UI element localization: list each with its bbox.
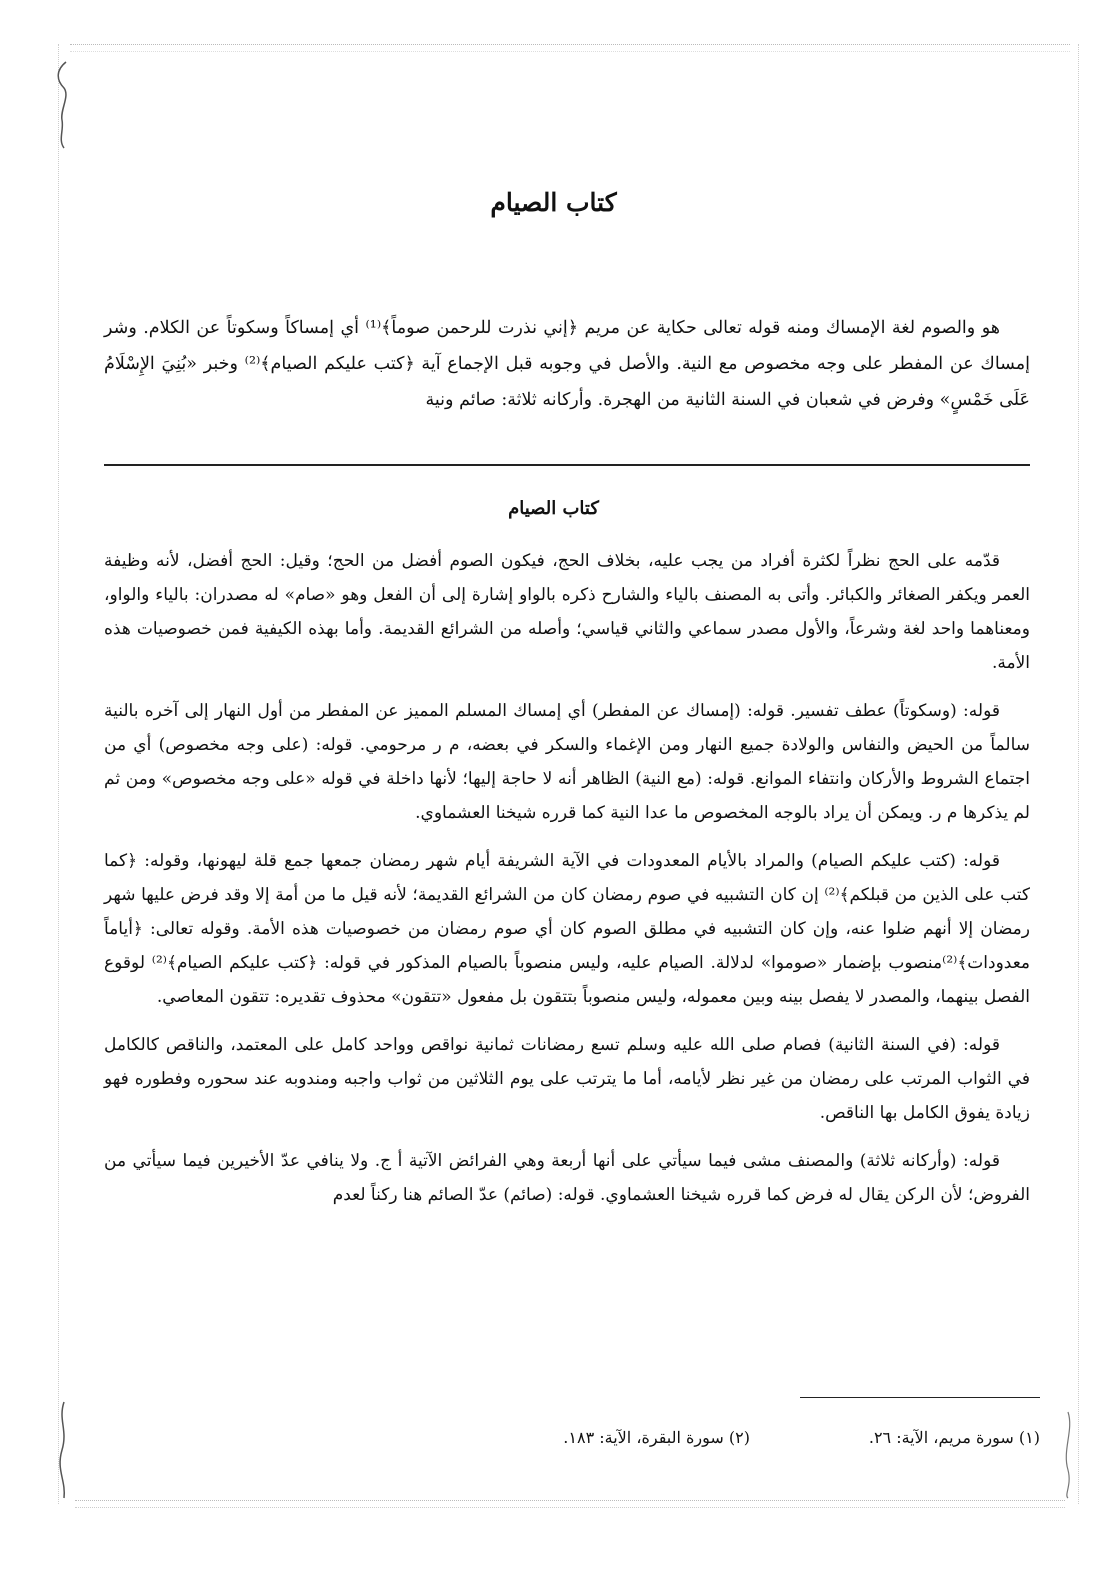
scroll-ornament-icon	[1060, 1410, 1076, 1500]
commentary-title: كتاب الصيام	[508, 498, 599, 519]
scroll-ornament-icon	[54, 60, 74, 150]
footnote-divider	[800, 1397, 1040, 1398]
scan-border-top	[70, 44, 1070, 52]
scan-border-left	[58, 44, 69, 1504]
commentary-text	[104, 544, 1030, 1226]
commentary-paragraph: قوله: (في السنة الثانية) فصام صلى الله عليه وسلم تسع رمضانات ثمانية نواقص وواحد كامل على المعتمد، والناقص كالكامل في الثواب المرتب على رمضان من غير نظر لأيامه، أما ما يترتب على يوم الثلاثين من ثواب واجبه ومندوبه عند سحوره وفطوره فهو زيادة يفوق الكامل بها الناقص.	[104, 1035, 1030, 1123]
main-text	[104, 310, 1030, 418]
section-divider	[104, 464, 1030, 466]
main-paragraph: هو والصوم لغة الإمساك ومنه قوله تعالى حكاية عن مريم ﴿إني نذرت للرحمن صوماً﴾⁽¹⁾ أي إمساكاً وسكوتاً عن الكلام. وشر إمساك عن المفطر على وجه مخصوص مع النية. والأصل في وجوبه قبل الإجماع آية ﴿كتب عليكم الصيام﴾⁽²⁾ وخبر «بُنِيَ الإِسْلَامُ عَلَى خَمْسٍ» وفرض في شعبان في السنة الثانية من الهجرة. وأركانه ثلاثة: صائم ونية	[104, 318, 1030, 410]
scan-border-bottom	[75, 1500, 1065, 1508]
commentary-paragraph: قوله: (كتب عليكم الصيام) والمراد بالأيام المعدودات في الآية الشريفة أيام شهر رمضان جمعها جمع قلة ليهونها، وقوله: ﴿كما كتب على الذين من قبلكم﴾⁽²⁾ إن كان التشبيه في صوم رمضان كان من الشرائع القديمة؛ لأنه قيل ما من أمة إلا وقد فرض عليها شهر رمضان إلا أنهم ضلوا عنه، وإن كان التشبيه في مطلق الصوم كان أي صوم رمضان من خصوصيات هذه الأمة. وقوله تعالى: ﴿أياماً معدودات﴾⁽²⁾منصوب بإضمار «صوموا» لدلالة. الصيام عليه، وليس منصوباً بالصيام المذكور في قوله: ﴿كتب عليكم الصيام﴾⁽²⁾ لوقوع الفصل بينهما، والمصدر لا يفصل بينه وبين معموله، وليس منصوباً بتتقون بل مفعول «تتقون» محذوف تقديره: تتقون المعاصي.	[104, 851, 1031, 1007]
commentary-paragraph: قدّمه على الحج نظراً لكثرة أفراد من يجب عليه، بخلاف الحج، فيكون الصوم أفضل من الحج؛ وقيل: الحج أفضل، لأنه وظيفة العمر ويكفر الصغائر والكبائر. وأتى به المصنف بالياء والشارح ذكره بالواو إشارة إلى أن الفعل وهو «صام» له مصدران: بالياء والواو، ومعناهما واحد لغة وشرعاً، والأول مصدر سماعي والثاني قياسي؛ وأصله من الشرائع القديمة. وأما بهذه الكيفية فمن خصوصيات هذه الأمة.	[104, 551, 1030, 673]
commentary-paragraph: قوله: (وسكوتاً) عطف تفسير. قوله: (إمساك عن المفطر) أي إمساك المسلم المميز عن المفطر من أول النهار إلى آخره بالنية سالماً من الحيض والنفاس والولادة جميع النهار ومن الإغماء والسكر في بعضه، م ر مرحومي. قوله: (على وجه مخصوص) أي من اجتماع الشروط والأركان وانتفاء الموانع. قوله: (مع النية) الظاهر أنه لا حاجة إليها؛ لأنها داخلة في قوله «على وجه مخصوص» ومن ثم لم يذكرها م ر. ويمكن أن يراد بالوجه المخصوص ما عدا النية كما قرره شيخنا العشماوي.	[104, 701, 1030, 823]
footnote-2: (٢) سورة البقرة، الآية: ١٨٣.	[563, 1428, 750, 1447]
scan-border-right	[1072, 44, 1079, 1504]
commentary-paragraph: قوله: (وأركانه ثلاثة) والمصنف مشى فيما سيأتي على أنها أربعة وهي الفرائض الآتية أ ج. ولا ينافي عدّ الأخيرين فيما سيأتي من الفروض؛ لأن الركن يقال له فرض كما قرره شيخنا العشماوي. قوله: (صائم) عدّ الصائم هنا ركناً لعدم	[104, 1151, 1030, 1205]
footnote-1: (١) سورة مريم، الآية: ٢٦.	[868, 1428, 1040, 1447]
page-title: كتاب الصيام	[490, 188, 617, 217]
scroll-ornament-icon	[54, 1400, 74, 1500]
